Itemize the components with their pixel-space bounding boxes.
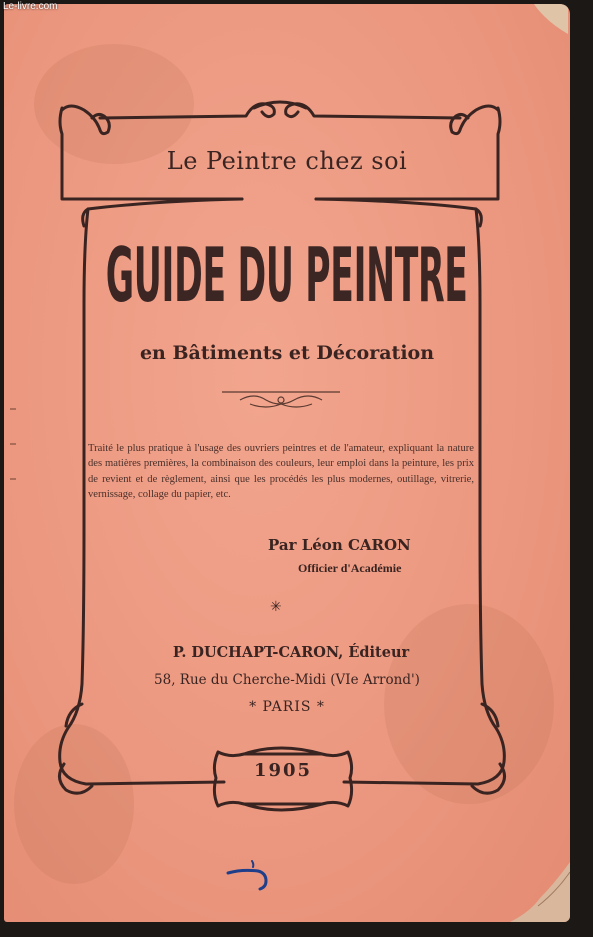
publisher-city: * PARIS *: [249, 699, 325, 715]
series-title: Le Peintre chez soi: [166, 147, 408, 175]
publisher: P. DUCHAPT-CARON, Éditeur: [172, 644, 410, 661]
publication-year: 1905: [253, 760, 313, 781]
book-title-text: GUIDE DU PEINTRE: [106, 232, 468, 319]
torn-corner: [510, 862, 570, 922]
star-ornament-icon: ✳: [270, 599, 282, 615]
book-subtitle: en Bâtiments et Décoration: [139, 342, 435, 364]
publisher-address: 58, Rue du Cherche-Midi (VIe Arrond'): [154, 672, 420, 688]
pen-mark-icon: [222, 859, 282, 899]
book-description: Traité le plus pratique à l'usage des ouvriers peintres et de l'amateur, expliquant la nature des matières premières, la combinaison des couleurs, leur emploi dans la peinture, les prix de revient et de règlement, ainsi que les procédés les plus modernes, outillage, vitrerie, vernissage, collage du papier, etc.: [88, 443, 474, 501]
author-title: Officier d'Académie: [298, 561, 402, 575]
book-title: [4, 232, 570, 319]
torn-top-corner: [534, 4, 568, 34]
author-line: Par Léon CARON: [268, 536, 411, 554]
watermark: Le-livre.com: [3, 1, 58, 12]
book-cover: [4, 4, 570, 922]
